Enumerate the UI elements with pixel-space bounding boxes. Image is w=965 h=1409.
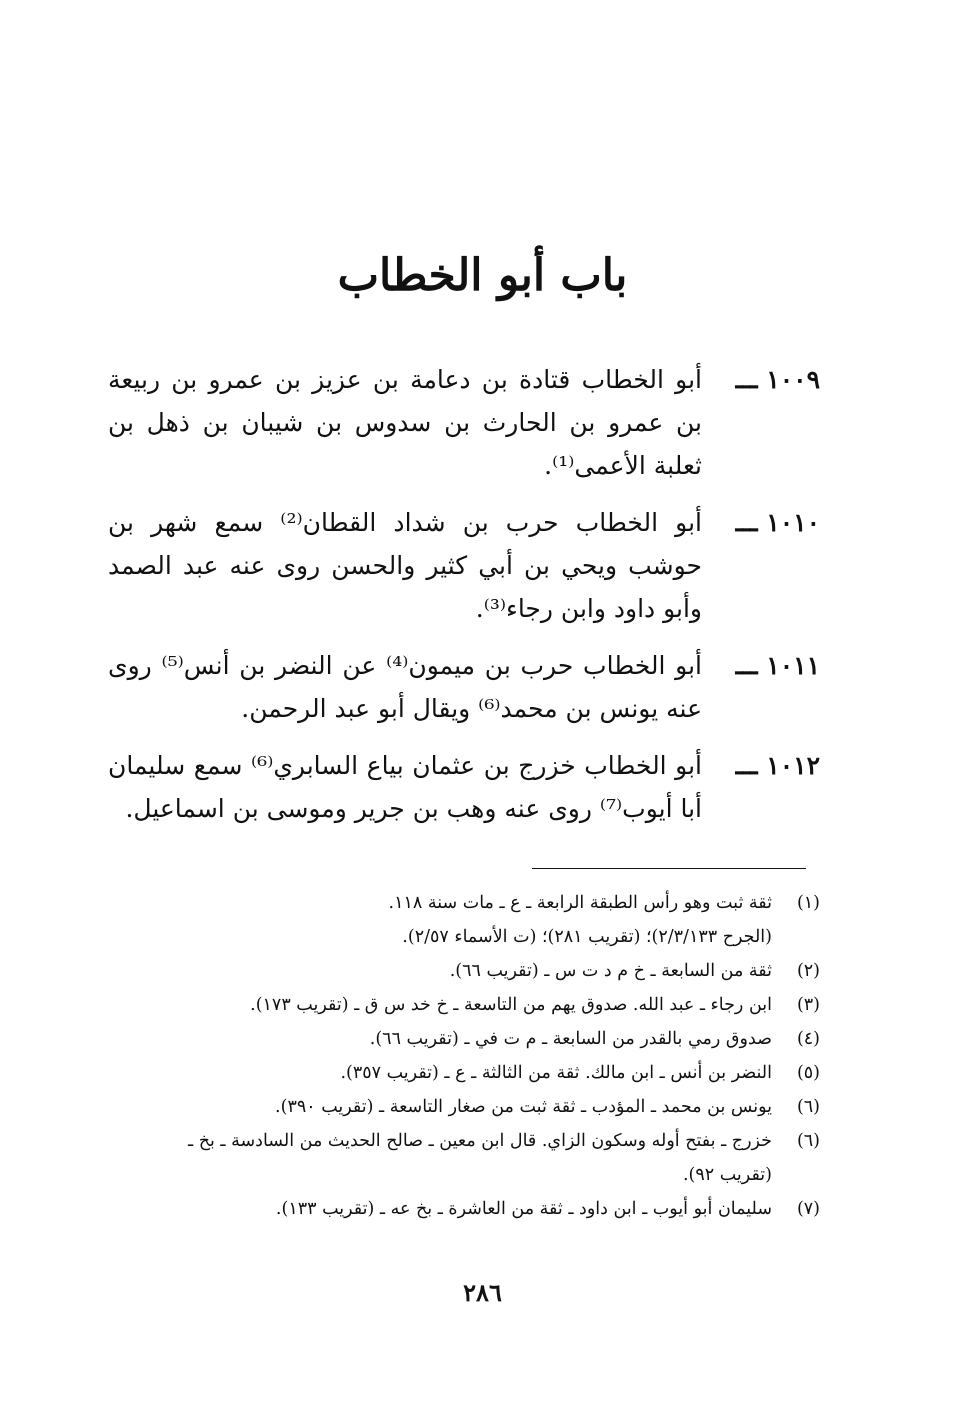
footnote-6b — [140, 1124, 820, 1192]
footnote-number: (٣) — [796, 995, 820, 1015]
footnote-number: (٦) — [796, 1097, 820, 1117]
footnote-3 — [140, 988, 820, 1022]
footnote-2 — [140, 954, 820, 988]
footnote-6 — [140, 1090, 820, 1124]
entry-text: أبو الخطاب حرب بن ميمون⁽⁴⁾ عن النضر بن أنس⁽⁵⁾ روى عنه يونس بن محمد⁽⁶⁾ ويقال أبو عبد الرحمن. — [108, 651, 702, 723]
entry-number: ١٠١٠ ـــ — [735, 508, 820, 537]
footnote-number: (٥) — [796, 1063, 820, 1083]
entry-1010 — [108, 501, 820, 630]
entry-1012 — [108, 744, 820, 830]
entry-text: أبو الخطاب قتادة بن دعامة بن عزيز بن عمرو بن ربيعة بن عمرو بن الحارث بن سدوس بن شيبان بن ذهل بن ثعلبة الأعمى⁽¹⁾. — [108, 365, 702, 480]
entry-text: أبو الخطاب خزرج بن عثمان بياع السابري⁽⁶⁾ سمع سليمان أبا أيوب⁽⁷⁾ روى عنه وهب بن جرير وموسى بن اسماعيل. — [108, 751, 702, 823]
footnote-text: يونس بن محمد ـ المؤدب ـ ثقة ثبت من صغار التاسعة ـ (تقريب ٣٩٠). — [275, 1097, 772, 1117]
footnote-5 — [140, 1056, 820, 1090]
footnote-1-continued — [140, 920, 820, 954]
footnote-number: (٧) — [796, 1199, 820, 1219]
footnote-1 — [140, 886, 820, 920]
footnote-number: (٦) — [796, 1131, 820, 1151]
footnote-number — [772, 920, 820, 954]
page-number: ٢٨٦ — [463, 1278, 502, 1307]
entry-1011 — [108, 644, 820, 730]
footnote-number: (٤) — [796, 1029, 820, 1049]
entry-number: ١٠١٢ ـــ — [735, 751, 820, 780]
footnote-list — [140, 886, 820, 1226]
footnote-text: ثقة ثبت وهو رأس الطبقة الرابعة ـ ع ـ مات سنة ١١٨. — [388, 893, 772, 913]
entry-number: ١٠١١ ـــ — [735, 651, 820, 680]
entry-number: ١٠٠٩ ـــ — [735, 365, 820, 394]
chapter-title: باب أبو الخطاب — [337, 250, 628, 301]
entry-1009 — [108, 358, 820, 487]
footnote-divider — [532, 868, 806, 869]
footnote-4 — [140, 1022, 820, 1056]
footnote-number: (١) — [796, 893, 820, 913]
footnote-text: صدوق رمي بالقدر من السابعة ـ م ت في ـ (تقريب ٦٦). — [369, 1029, 772, 1049]
footnote-number: (٢) — [796, 961, 820, 981]
entry-text: أبو الخطاب حرب بن شداد القطان⁽²⁾ سمع شهر بن حوشب ويحي بن أبي كثير والحسن روى عنه عبد الصمد وأبو داود وابن رجاء⁽³⁾. — [108, 508, 702, 623]
footnote-text: خزرج ـ بفتح أوله وسكون الزاي. قال ابن معين ـ صالح الحديث من السادسة ـ بخ ـ (تقريب ٩٢). — [188, 1131, 772, 1185]
footnote-text: ثقة من السابعة ـ خ م د ت س ـ (تقريب ٦٦). — [449, 961, 772, 981]
footnote-text: (الجرح ٢/٣/١٣٣)؛ (تقريب ٢٨١)؛ (ت الأسماء ٢/٥٧). — [402, 927, 772, 947]
footnote-text: سليمان أبو أيوب ـ ابن داود ـ ثقة من العاشرة ـ بخ عه ـ (تقريب ١٣٣). — [275, 1199, 772, 1219]
entry-list — [108, 358, 820, 844]
footnote-7 — [140, 1192, 820, 1226]
footnote-text: ابن رجاء ـ عبد الله. صدوق يهم من التاسعة ـ خ خد س ق ـ (تقريب ١٧٣). — [250, 995, 772, 1015]
footnote-text: النضر بن أنس ـ ابن مالك. ثقة من الثالثة ـ ع ـ (تقريب ٣٥٧). — [340, 1063, 772, 1083]
